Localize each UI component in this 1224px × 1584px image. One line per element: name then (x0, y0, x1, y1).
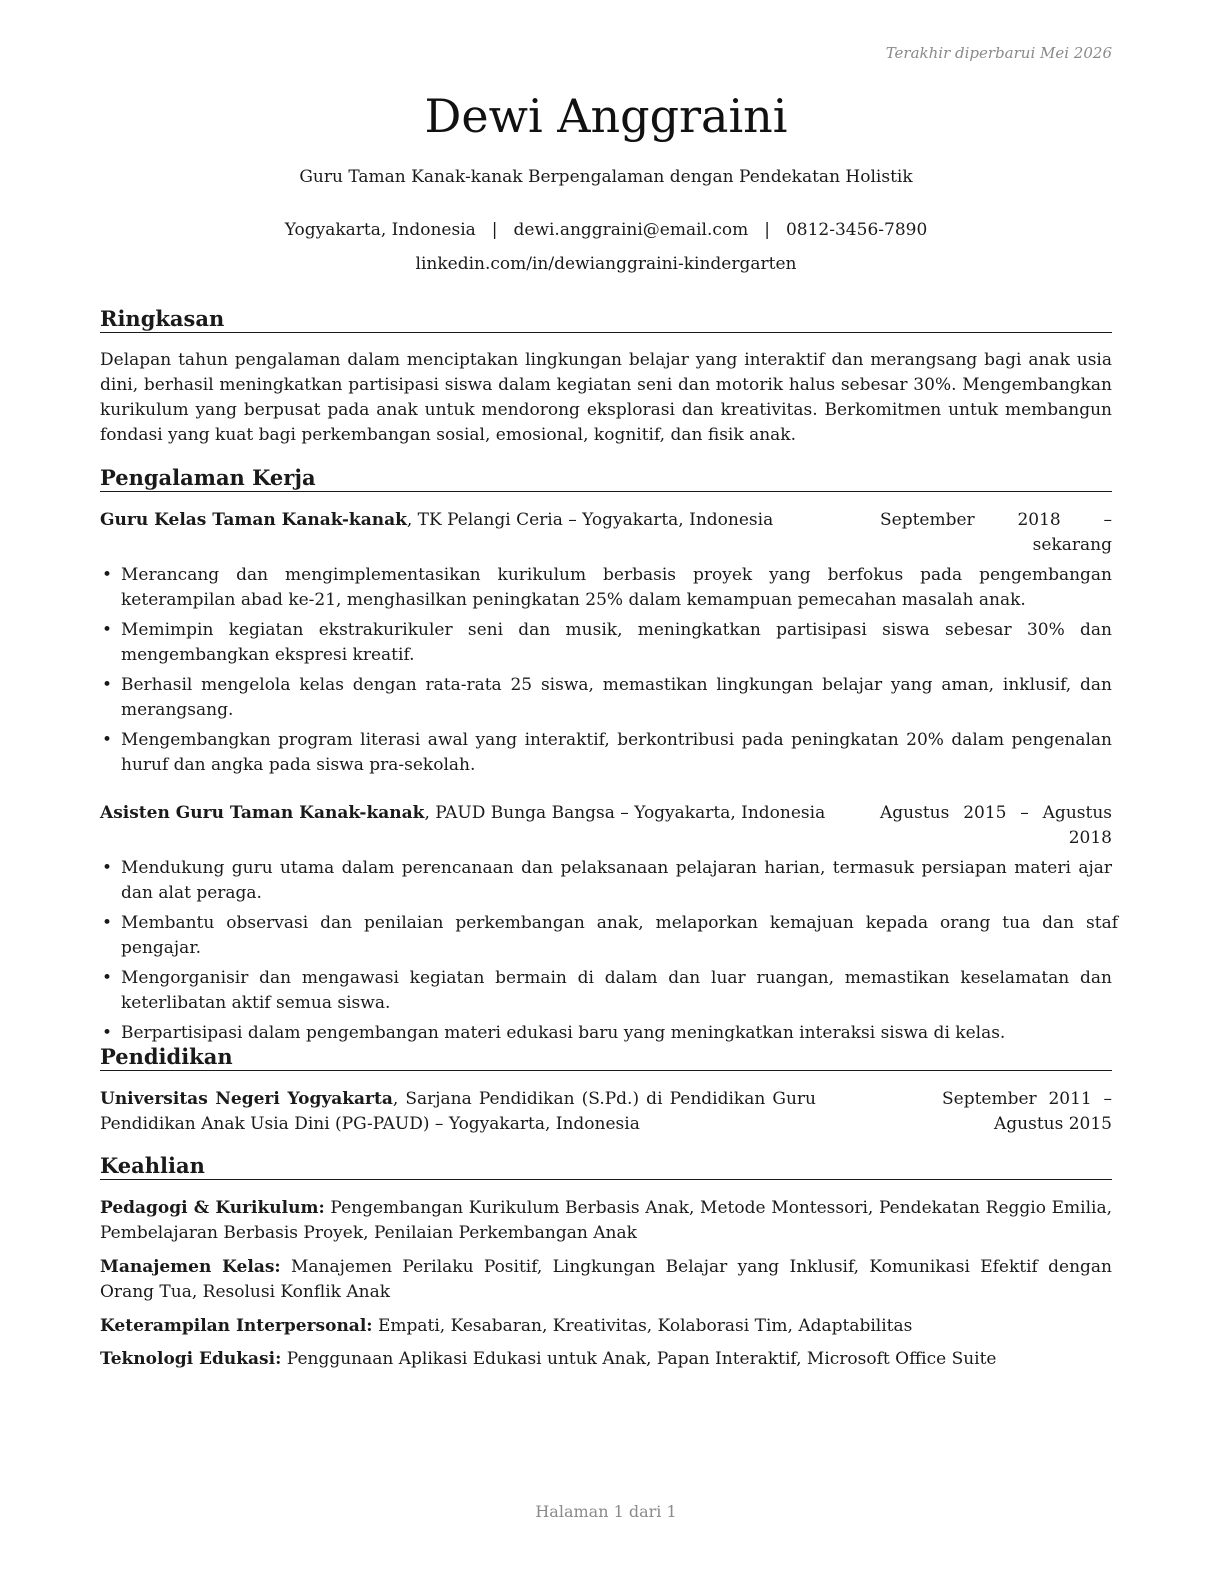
last-updated-note: Terakhir diperbarui Mei 2026 (885, 44, 1112, 62)
job-dates: Agustus 2015 – Agustus 2018 (880, 803, 1112, 848)
job-bullets (100, 856, 1118, 1051)
linkedin-link[interactable]: linkedin.com/in/dewianggraini-kindergarten (415, 254, 797, 274)
contact-line (100, 220, 1112, 240)
list-item: • Merancang dan mengimplementasikan kurikulum berbasis proyek yang berfokus pada pengembangan keterampilan abad ke-21, menghasilkan peningkatan 25% dalam kemampuan pemecahan masalah anak. (102, 565, 1112, 610)
section-title-education: Pendidikan (100, 1044, 1112, 1071)
bullet-icon: • (102, 913, 113, 933)
skill-row (100, 1196, 1112, 1246)
page-number: Halaman 1 dari 1 (535, 1502, 677, 1521)
bullet-icon: • (102, 730, 113, 750)
headline: Guru Taman Kanak-kanak Berpengalaman dengan Pendekatan Holistik (299, 167, 913, 187)
skill-text: Manajemen Perilaku Positif, Lingkungan Belajar yang Inklusif, Komunikasi Efektif dengan Orang Tua, Resolusi Konflik Anak (100, 1257, 1112, 1302)
education-detail (100, 1087, 816, 1137)
job-role: Guru Kelas Taman Kanak-kanak (100, 510, 407, 530)
bullet-icon: • (102, 565, 113, 585)
bullet-icon: • (102, 620, 113, 640)
bullet-icon: • (102, 1023, 113, 1043)
separator: | (491, 220, 498, 240)
phone: 0812-3456-7890 (785, 220, 928, 240)
skill-text: Pengembangan Kurikulum Berbasis Anak, Metode Montessori, Pendekatan Reggio Emilia, Pembelajaran Berbasis Proyek, Penilaian Perkembangan Anak (100, 1198, 1113, 1243)
resume-page (100, 0, 1118, 1584)
education-dates: September 2011 – Agustus 2015 (942, 1089, 1112, 1134)
job-title-line (100, 508, 773, 533)
job-dates: September 2018 – sekarang (880, 510, 1112, 555)
bullet-icon: • (102, 858, 113, 878)
skill-row (100, 1347, 1112, 1372)
list-item: • Mengorganisir dan mengawasi kegiatan bermain di dalam dan luar ruangan, memastikan keselamatan dan keterlibatan aktif semua siswa. (102, 968, 1112, 1013)
summary-text: Delapan tahun pengalaman dalam menciptakan lingkungan belajar yang interaktif dan merangsang bagi anak usia dini, berhasil meningkatkan partisipasi siswa dalam kegiatan seni dan motorik halus sebesar 30%. Mengembangkan kurikulum yang berpusat pada anak untuk mendorong eksplorasi dan kreativitas. Berkomitmen untuk membangun fondasi yang kuat bagi perkembangan sosial, emosional, kognitif, dan fisik anak. (100, 350, 1112, 445)
job-org: , TK Pelangi Ceria – Yogyakarta, Indonesia (406, 510, 774, 530)
list-item: • Memimpin kegiatan ekstrakurikuler seni dan musik, meningkatkan partisipasi siswa sebesar 30% dan mengembangkan ekspresi kreatif. (102, 620, 1112, 665)
separator: | (764, 220, 770, 240)
job-header (100, 801, 1112, 851)
section-title-experience: Pengalaman Kerja (100, 465, 1112, 492)
list-item: • Membantu observasi dan penilaian perkembangan anak, melaporkan kemajuan kepada orang tua dan staf pengajar. (102, 913, 1118, 958)
location: Yogyakarta, Indonesia (284, 220, 476, 240)
email-link[interactable]: dewi.anggraini@email.com (513, 220, 749, 240)
skill-text: Penggunaan Aplikasi Edukasi untuk Anak, Papan Interaktif, Microsoft Office Suite (281, 1349, 997, 1369)
education-entry (100, 1087, 1112, 1137)
school-name: Universitas Negeri Yogyakarta (100, 1089, 393, 1109)
skill-label: Manajemen Kelas: (100, 1257, 281, 1277)
job-role: Asisten Guru Taman Kanak-kanak (100, 803, 425, 823)
job-bullets (100, 563, 1112, 783)
skill-text: Empati, Kesabaran, Kreativitas, Kolaborasi Tim, Adaptabilitas (372, 1316, 913, 1336)
bullet-icon: • (102, 675, 113, 695)
job-org: , PAUD Bunga Bangsa – Yogyakarta, Indonesia (424, 803, 826, 823)
bullet-icon: • (102, 968, 113, 988)
job-header (100, 508, 1112, 558)
section-title-summary: Ringkasan (100, 306, 1112, 333)
degree: , Sarjana Pendidikan (S.Pd.) di Pendidikan Guru Pendidikan Anak Usia Dini (PG-PAUD) – Yogyakarta, Indonesia (100, 1089, 817, 1134)
list-item: • Berhasil mengelola kelas dengan rata-rata 25 siswa, memastikan lingkungan belajar yang aman, inklusif, dan merangsang. (102, 675, 1112, 720)
list-item: • Berpartisipasi dalam pengembangan materi edukasi baru yang meningkatkan interaksi siswa di kelas. (100, 1021, 1112, 1046)
skill-label: Pedagogi & Kurikulum: (100, 1198, 325, 1218)
list-item: • Mendukung guru utama dalam perencanaan dan pelaksanaan pelajaran harian, termasuk persiapan materi ajar dan alat peraga. (102, 858, 1112, 903)
skill-row (100, 1255, 1112, 1305)
section-title-skills: Keahlian (100, 1153, 1112, 1180)
skill-label: Teknologi Edukasi: (100, 1349, 282, 1369)
list-item: • Mengembangkan program literasi awal yang interaktif, berkontribusi pada peningkatan 20% dalam pengenalan huruf dan angka pada siswa pra-sekolah. (102, 730, 1112, 775)
job-title-line (100, 801, 825, 826)
skill-label: Keterampilan Interpersonal: (100, 1316, 373, 1336)
skill-row (100, 1314, 1112, 1339)
candidate-name: Dewi Anggraini (424, 89, 788, 143)
